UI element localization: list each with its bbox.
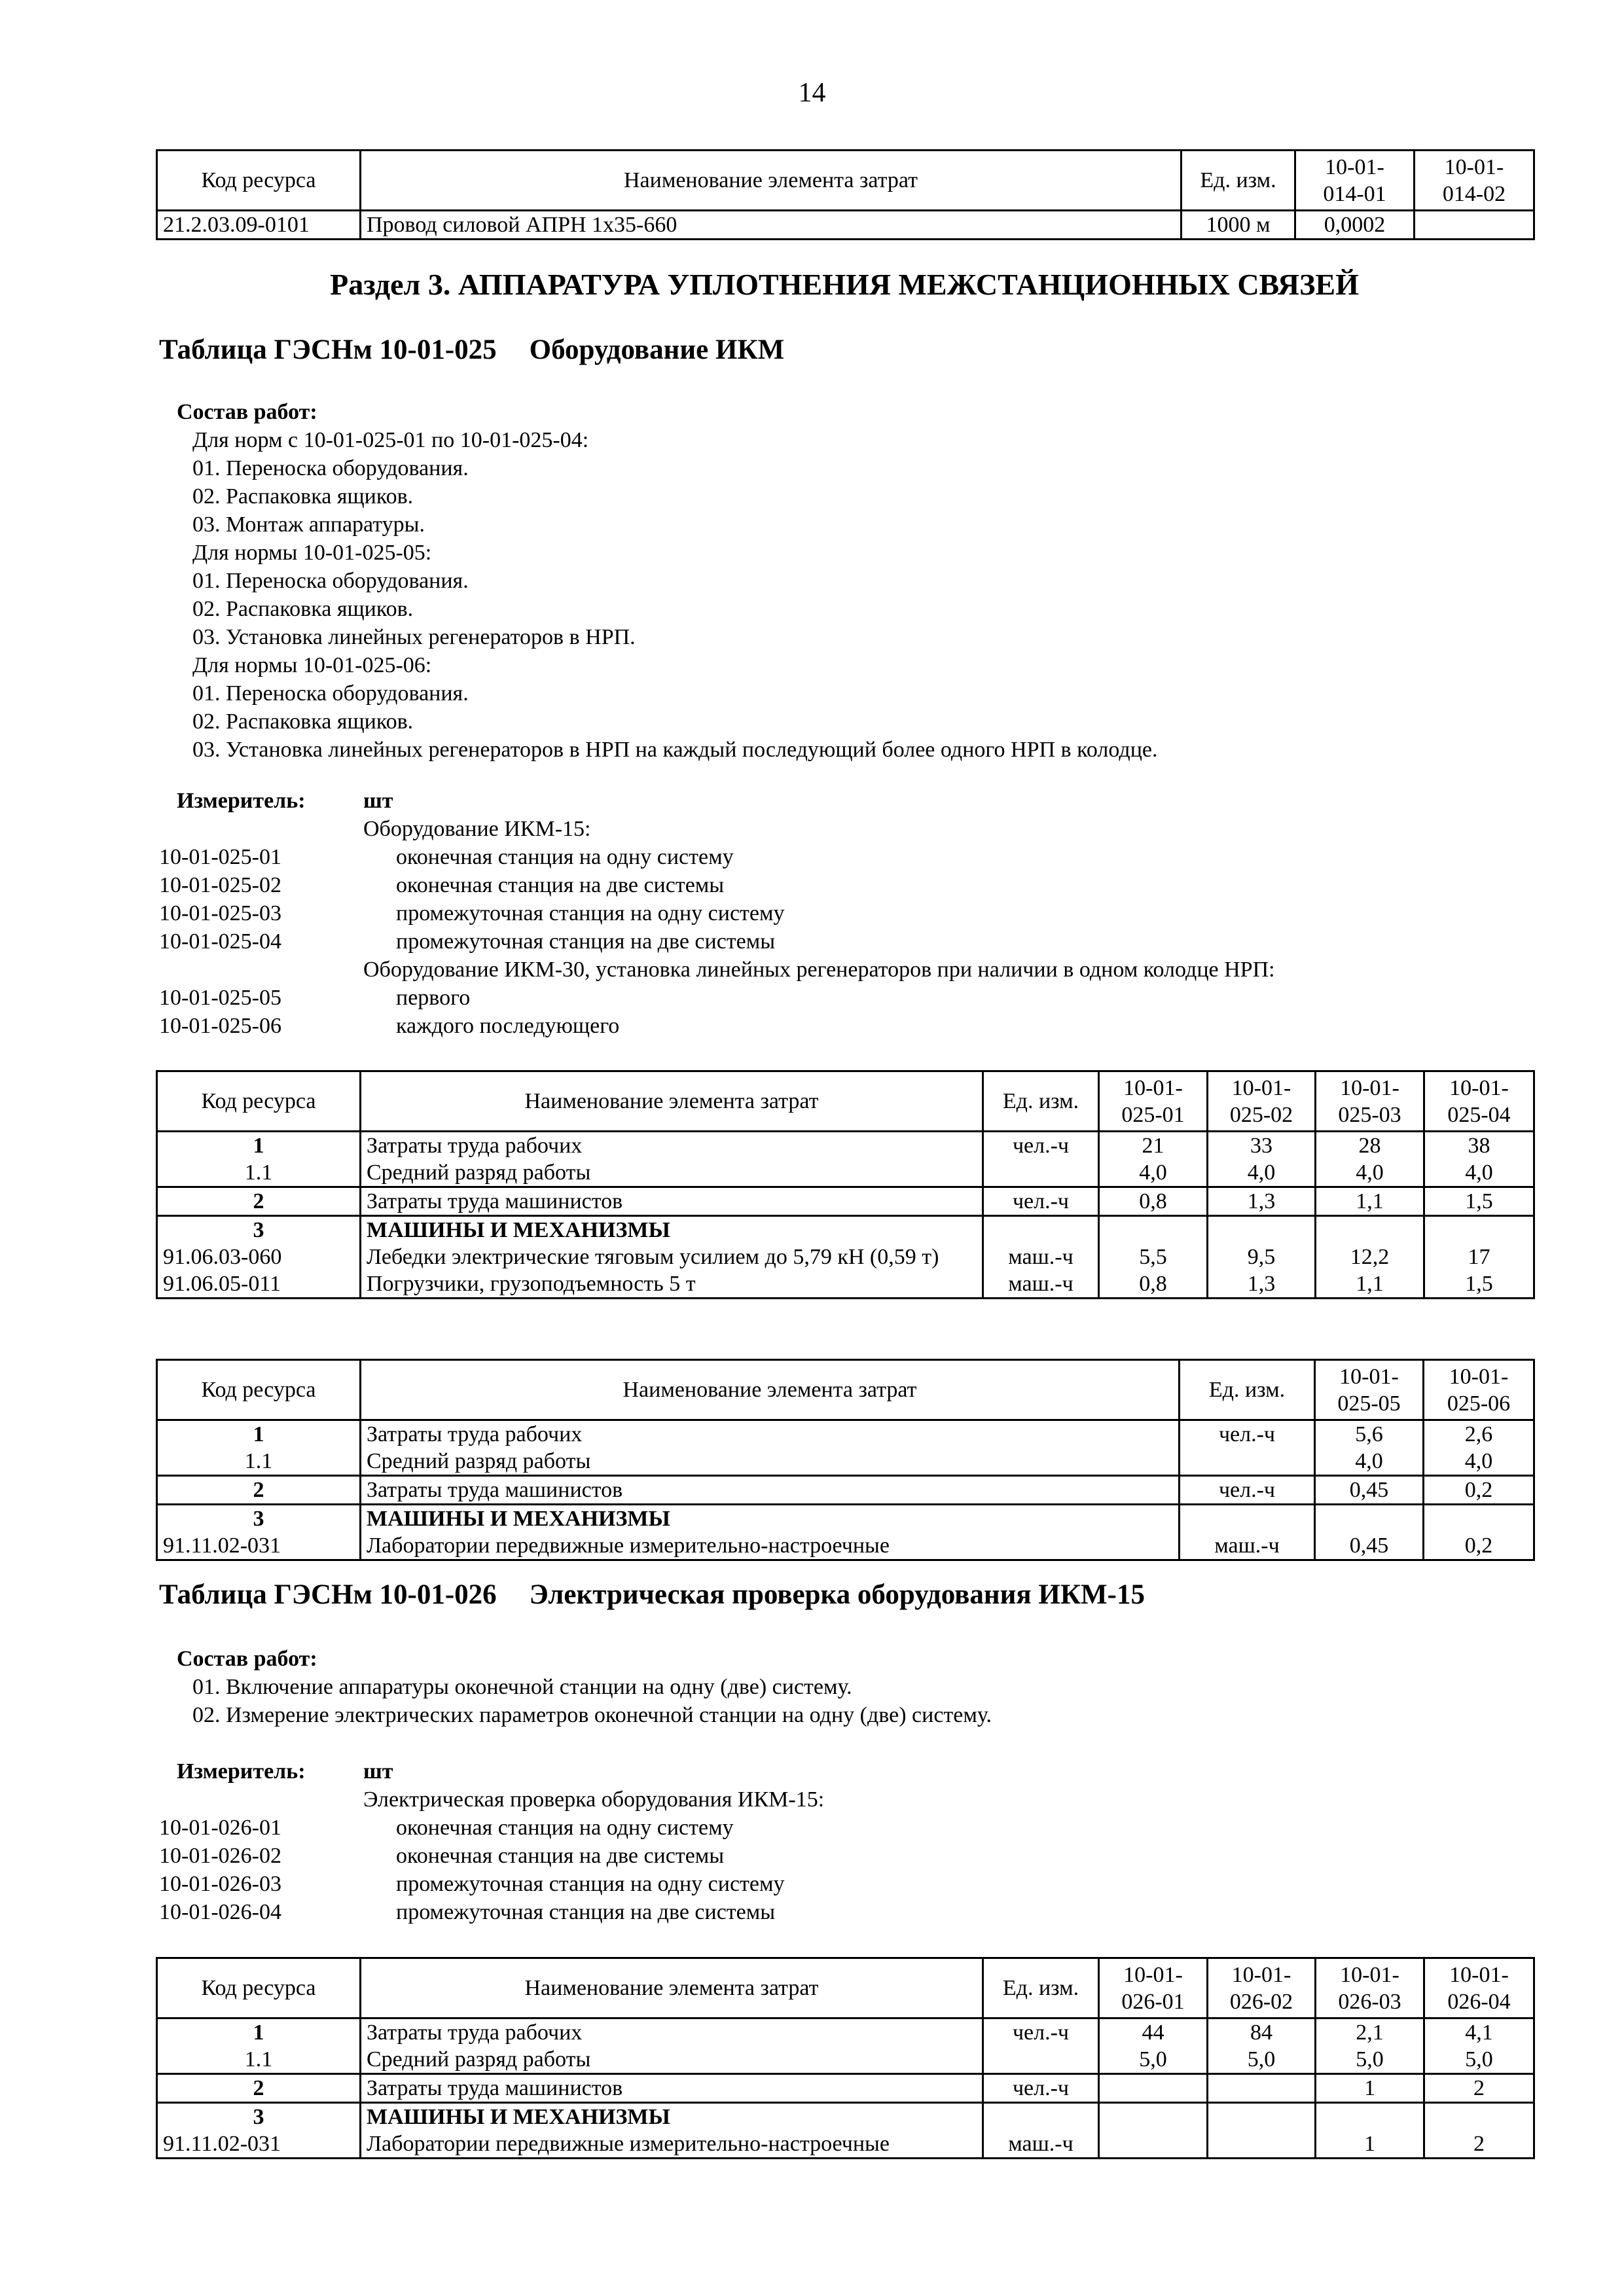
value: 5,0 [1316, 2046, 1424, 2074]
resource-code: 21.2.03.09-0101 [157, 211, 361, 240]
norm-desc: промежуточная станция на одну систему [396, 901, 785, 925]
value: 4,0 [1208, 1159, 1316, 1187]
cost-element-name: Погрузчики, грузоподъемность 5 т [361, 1270, 983, 1299]
resource-code: 91.11.02-031 [157, 1532, 361, 1560]
resource-code: 2 [157, 1187, 361, 1216]
work-line: 01. Переноска оборудования. [192, 569, 469, 593]
resource-code: 2 [157, 2074, 361, 2103]
list-item [159, 1898, 1534, 1926]
value: 0,0002 [1295, 211, 1415, 240]
value [1415, 211, 1534, 240]
value: 0,2 [1424, 1476, 1534, 1505]
measure-unit: шт [363, 789, 393, 813]
resource-code: 1.1 [157, 1448, 361, 1476]
table-025-a [156, 1070, 1533, 1299]
norm-code: 10-01-025-02 [159, 873, 281, 897]
table-row [157, 1270, 1534, 1299]
list-item [159, 843, 1534, 871]
header-unit: Ед. изм. [1180, 1360, 1315, 1420]
list-item [159, 927, 1534, 956]
value: 44 [1099, 2018, 1208, 2047]
value: 2,6 [1424, 1420, 1534, 1448]
value: 1,1 [1316, 1187, 1424, 1216]
norm-code: 10-01-025-01 [159, 845, 281, 869]
measure-group: Оборудование ИКМ-30, установка линейных регенераторов при наличии в одном колодце НРП: [363, 958, 1275, 982]
unit: чел.-ч [983, 2074, 1099, 2103]
list-item [159, 984, 1534, 1012]
header-norm-014-02: 10-01- 014-02 [1415, 151, 1534, 211]
measure-block-026 [159, 1757, 1534, 1926]
header-resource-code: Код ресурса [157, 151, 361, 211]
work-line: 02. Распаковка ящиков. [192, 709, 414, 734]
unit: чел.-ч [983, 1187, 1099, 1216]
table-025-b [156, 1359, 1533, 1561]
header-norm-025-03: 10-01- 025-03 [1316, 1071, 1424, 1132]
value: 1,5 [1424, 1270, 1534, 1299]
value: 5,5 [1099, 1244, 1208, 1270]
section-heading: МАШИНЫ И МЕХАНИЗМЫ [361, 2103, 983, 2131]
norm-code: 10-01-025-03 [159, 901, 281, 925]
measure-block-025 [159, 787, 1534, 1040]
list-item [159, 1870, 1534, 1898]
norm-desc: оконечная станция на две системы [396, 873, 725, 897]
resource-code: 91.11.02-031 [157, 2130, 361, 2159]
table-row [157, 1532, 1534, 1560]
table-row [157, 1505, 1534, 1533]
cost-element-name: Лебедки электрические тяговым усилием до 5,79 кН (0,59 т) [361, 1244, 983, 1270]
cost-element-name: Провод силовой АПРН 1х35-660 [361, 211, 1182, 240]
value: 84 [1208, 2018, 1316, 2047]
resource-code: 1 [157, 1420, 361, 1448]
cost-element-name: Затраты труда машинистов [361, 2074, 983, 2103]
norm-desc: первого [396, 986, 471, 1010]
cost-element-name: Затраты труда рабочих [361, 1420, 1180, 1448]
value: 1 [1316, 2074, 1424, 2103]
work-heading: Состав работ: [177, 1647, 317, 1671]
table-row [157, 1187, 1534, 1216]
value: 0,8 [1099, 1187, 1208, 1216]
work-line: 01. Переноска оборудования. [192, 681, 469, 706]
table-row [157, 2074, 1534, 2103]
table-row [157, 211, 1534, 240]
value: 1 [1316, 2130, 1424, 2159]
value: 9,5 [1208, 1244, 1316, 1270]
unit [1180, 1448, 1315, 1476]
work-line: Для норм с 10-01-025-01 по 10-01-025-04: [192, 428, 589, 452]
value: 1,3 [1208, 1270, 1316, 1299]
work-line: 01. Включение аппаратуры оконечной станции на одну (две) систему. [192, 1675, 852, 1699]
header-unit: Ед. изм. [1182, 151, 1295, 211]
table-row [157, 1244, 1534, 1270]
value: 4,0 [1316, 1159, 1424, 1187]
list-item [159, 1814, 1534, 1842]
value: 2 [1424, 2074, 1534, 2103]
unit: маш.-ч [983, 2130, 1099, 2159]
header-cost-element-name: Наименование элемента затрат [361, 1360, 1180, 1420]
cost-element-name: Лаборатории передвижные измерительно-настроечные [361, 2130, 983, 2159]
value [1208, 2130, 1316, 2159]
resource-code: 91.06.03-060 [157, 1244, 361, 1270]
unit [983, 2046, 1099, 2074]
norm-code: 10-01-025-05 [159, 986, 281, 1010]
measure-label: Измеритель: [177, 1759, 306, 1784]
norm-code: 10-01-026-02 [159, 1844, 281, 1868]
cost-element-name: Затраты труда машинистов [361, 1476, 1180, 1505]
work-composition-025 [177, 398, 1158, 764]
list-item [159, 1012, 1534, 1040]
unit: маш.-ч [983, 1244, 1099, 1270]
table-row [157, 1420, 1534, 1448]
value: 4,0 [1099, 1159, 1208, 1187]
work-line: 01. Переноска оборудования. [192, 456, 469, 480]
value [1099, 2074, 1208, 2103]
work-line: 02. Измерение электрических параметров оконечной станции на одну (две) систему. [192, 1703, 992, 1727]
work-line: 02. Распаковка ящиков. [192, 484, 414, 509]
value: 12,2 [1316, 1244, 1424, 1270]
work-line: 02. Распаковка ящиков. [192, 597, 414, 621]
table-row [157, 2130, 1534, 2159]
table-row [157, 2103, 1534, 2131]
work-heading: Состав работ: [177, 400, 317, 424]
header-norm-025-06: 10-01- 025-06 [1424, 1360, 1534, 1420]
table-014-continuation [156, 149, 1533, 240]
header-resource-code: Код ресурса [157, 1958, 361, 2018]
header-norm-026-02: 10-01- 026-02 [1208, 1958, 1316, 2018]
cost-element-name: Затраты труда машинистов [361, 1187, 983, 1216]
work-line: 03. Монтаж аппаратуры. [192, 512, 425, 537]
value: 21 [1099, 1132, 1208, 1160]
norm-code: 10-01-026-03 [159, 1872, 281, 1896]
section-heading: МАШИНЫ И МЕХАНИЗМЫ [361, 1216, 983, 1244]
list-item [159, 871, 1534, 899]
value: 0,2 [1424, 1532, 1534, 1560]
cost-element-name: Средний разряд работы [361, 2046, 983, 2074]
table-026 [156, 1957, 1533, 2159]
cost-element-name: Лаборатории передвижные измерительно-настроечные [361, 1532, 1180, 1560]
header-norm-014-01: 10-01- 014-01 [1295, 151, 1415, 211]
value: 4,1 [1424, 2018, 1534, 2047]
cost-element-name: Затраты труда рабочих [361, 1132, 983, 1160]
measure-unit: шт [363, 1759, 393, 1784]
unit: маш.-ч [1180, 1532, 1315, 1560]
value: 38 [1424, 1132, 1534, 1160]
value: 4,0 [1424, 1448, 1534, 1476]
resource-code: 3 [157, 1216, 361, 1244]
resource-code: 1.1 [157, 1159, 361, 1187]
norm-desc: промежуточная станция на две системы [396, 929, 776, 954]
table-title-code: Таблица ГЭСНм 10-01-026 [159, 1579, 497, 1610]
work-line: Для нормы 10-01-025-06: [192, 653, 432, 677]
header-resource-code: Код ресурса [157, 1360, 361, 1420]
cost-element-name: Средний разряд работы [361, 1448, 1180, 1476]
header-norm-025-01: 10-01- 025-01 [1099, 1071, 1208, 1132]
norm-desc: оконечная станция на две системы [396, 1844, 725, 1868]
work-composition-026 [177, 1645, 992, 1729]
norm-desc: промежуточная станция на одну систему [396, 1872, 785, 1896]
work-line: 03. Установка линейных регенераторов в НРП. [192, 625, 636, 649]
header-unit: Ед. изм. [983, 1958, 1099, 2018]
resource-code: 1.1 [157, 2046, 361, 2074]
unit [983, 1159, 1099, 1187]
value: 28 [1316, 1132, 1424, 1160]
norm-code: 10-01-026-01 [159, 1816, 281, 1840]
value: 5,0 [1099, 2046, 1208, 2074]
cost-element-name: Затраты труда рабочих [361, 2018, 983, 2047]
header-cost-element-name: Наименование элемента затрат [361, 1958, 983, 2018]
header-cost-element-name: Наименование элемента затрат [361, 1071, 983, 1132]
value: 5,0 [1208, 2046, 1316, 2074]
header-norm-026-03: 10-01- 026-03 [1316, 1958, 1424, 2018]
list-item [159, 899, 1534, 927]
header-norm-026-04: 10-01- 026-04 [1424, 1958, 1534, 2018]
value: 5,6 [1315, 1420, 1424, 1448]
value: 1,3 [1208, 1187, 1316, 1216]
section-heading: МАШИНЫ И МЕХАНИЗМЫ [361, 1505, 1180, 1533]
value: 2,1 [1316, 2018, 1424, 2047]
unit: 1000 м [1182, 211, 1295, 240]
unit: чел.-ч [1180, 1476, 1315, 1505]
section-title: Раздел 3. АППАРАТУРА УПЛОТНЕНИЯ МЕЖСТАНЦИОННЫХ СВЯЗЕЙ [330, 268, 1359, 301]
norm-code: 10-01-026-04 [159, 1900, 281, 1924]
resource-code: 91.06.05-011 [157, 1270, 361, 1299]
value: 17 [1424, 1244, 1534, 1270]
unit: чел.-ч [1180, 1420, 1315, 1448]
value: 1,1 [1316, 1270, 1424, 1299]
value: 4,0 [1315, 1448, 1424, 1476]
header-cost-element-name: Наименование элемента затрат [361, 151, 1182, 211]
table-row [157, 1216, 1534, 1244]
measure-label: Измеритель: [177, 789, 306, 813]
resource-code: 1 [157, 1132, 361, 1160]
table-row [157, 2018, 1534, 2047]
table-title-code: Таблица ГЭСНм 10-01-025 [159, 334, 497, 365]
header-resource-code: Код ресурса [157, 1071, 361, 1132]
measure-group: Электрическая проверка оборудования ИКМ-15: [363, 1787, 825, 1812]
resource-code: 1 [157, 2018, 361, 2047]
measure-group: Оборудование ИКМ-15: [363, 817, 591, 841]
table-row [157, 1448, 1534, 1476]
table-row [157, 1159, 1534, 1187]
header-norm-026-01: 10-01- 026-01 [1099, 1958, 1208, 2018]
value [1208, 2074, 1316, 2103]
cost-element-name: Средний разряд работы [361, 1159, 983, 1187]
resource-code: 3 [157, 1505, 361, 1533]
unit: маш.-ч [983, 1270, 1099, 1299]
value [1099, 2130, 1208, 2159]
norm-code: 10-01-025-04 [159, 929, 281, 954]
table-row [157, 1476, 1534, 1505]
table-row [157, 2046, 1534, 2074]
table-title-025 [159, 334, 784, 366]
resource-code: 3 [157, 2103, 361, 2131]
value: 0,45 [1315, 1532, 1424, 1560]
work-line: 03. Установка линейных регенераторов в НРП на каждый последующий более одного НРП в колодце. [192, 738, 1158, 762]
value: 2 [1424, 2130, 1534, 2159]
work-line: Для нормы 10-01-025-05: [192, 541, 432, 565]
table-title-name: Электрическая проверка оборудования ИКМ-15 [529, 1579, 1145, 1610]
norm-desc: промежуточная станция на две системы [396, 1900, 776, 1924]
value: 4,0 [1424, 1159, 1534, 1187]
value: 1,5 [1424, 1187, 1534, 1216]
table-title-026 [159, 1579, 1145, 1611]
header-norm-025-02: 10-01- 025-02 [1208, 1071, 1316, 1132]
norm-code: 10-01-025-06 [159, 1014, 281, 1038]
page-number: 14 [798, 78, 826, 108]
table-row [157, 1132, 1534, 1160]
list-item [159, 1842, 1534, 1870]
table-title-name: Оборудование ИКМ [529, 334, 785, 365]
value: 0,45 [1315, 1476, 1424, 1505]
resource-code: 2 [157, 1476, 361, 1505]
value: 0,8 [1099, 1270, 1208, 1299]
header-unit: Ед. изм. [983, 1071, 1099, 1132]
header-norm-025-05: 10-01- 025-05 [1315, 1360, 1424, 1420]
unit: чел.-ч [983, 1132, 1099, 1160]
norm-desc: оконечная станция на одну систему [396, 1816, 734, 1840]
norm-desc: оконечная станция на одну систему [396, 845, 734, 869]
value: 5,0 [1424, 2046, 1534, 2074]
value: 33 [1208, 1132, 1316, 1160]
unit: чел.-ч [983, 2018, 1099, 2047]
header-norm-025-04: 10-01- 025-04 [1424, 1071, 1534, 1132]
norm-desc: каждого последующего [396, 1014, 620, 1038]
